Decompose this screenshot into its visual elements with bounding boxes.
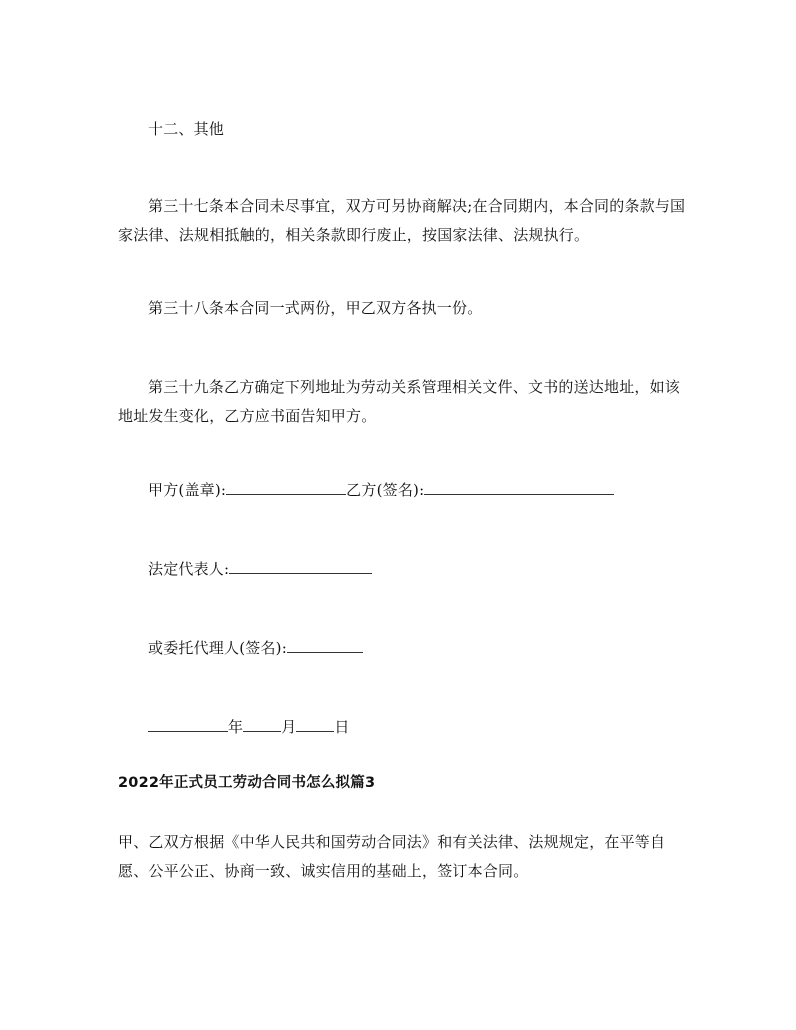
month-blank xyxy=(243,717,281,732)
agent-label: 或委托代理人(签名): xyxy=(148,639,287,657)
year-label: 年 xyxy=(228,718,244,736)
article-38: 第三十八条本合同一式两份，甲乙双方各执一份。 xyxy=(148,299,483,317)
section-3-intro: 甲、乙双方根据《中华人民共和国劳动合同法》和有关法律、法规规定，在平等自愿、公平公正、协商一致、诚实信用的基础上，签订本合同。 xyxy=(118,833,666,880)
legal-rep-blank xyxy=(229,559,372,574)
section-heading-other: 十二、其他 xyxy=(148,120,225,138)
year-blank xyxy=(148,717,228,732)
article-39: 第三十九条乙方确定下列地址为劳动关系管理相关文件、文书的送达地址，如该地址发生变化，乙方应书面告知甲方。 xyxy=(118,378,681,425)
party-b-blank xyxy=(424,480,614,495)
legal-rep-line xyxy=(148,557,718,581)
date-line xyxy=(148,715,718,739)
article-37: 第三十七条本合同未尽事宜，双方可另协商解决;在合同期内，本合同的条款与国家法律、法规相抵触的，相关条款即行废止，按国家法律、法规执行。 xyxy=(118,197,686,244)
legal-rep-label: 法定代表人: xyxy=(148,560,230,578)
party-signature-line xyxy=(148,478,718,502)
month-label: 月 xyxy=(281,718,297,736)
agent-blank xyxy=(287,638,363,653)
day-label: 日 xyxy=(334,718,350,736)
agent-line xyxy=(148,636,718,660)
day-blank xyxy=(296,717,334,732)
party-b-label: 乙方(签名): xyxy=(346,481,425,499)
party-a-label: 甲方(盖章): xyxy=(148,481,227,499)
party-a-blank xyxy=(226,480,346,495)
section-3-title: 2022年正式员工劳动合同书怎么拟篇3 xyxy=(118,775,376,791)
